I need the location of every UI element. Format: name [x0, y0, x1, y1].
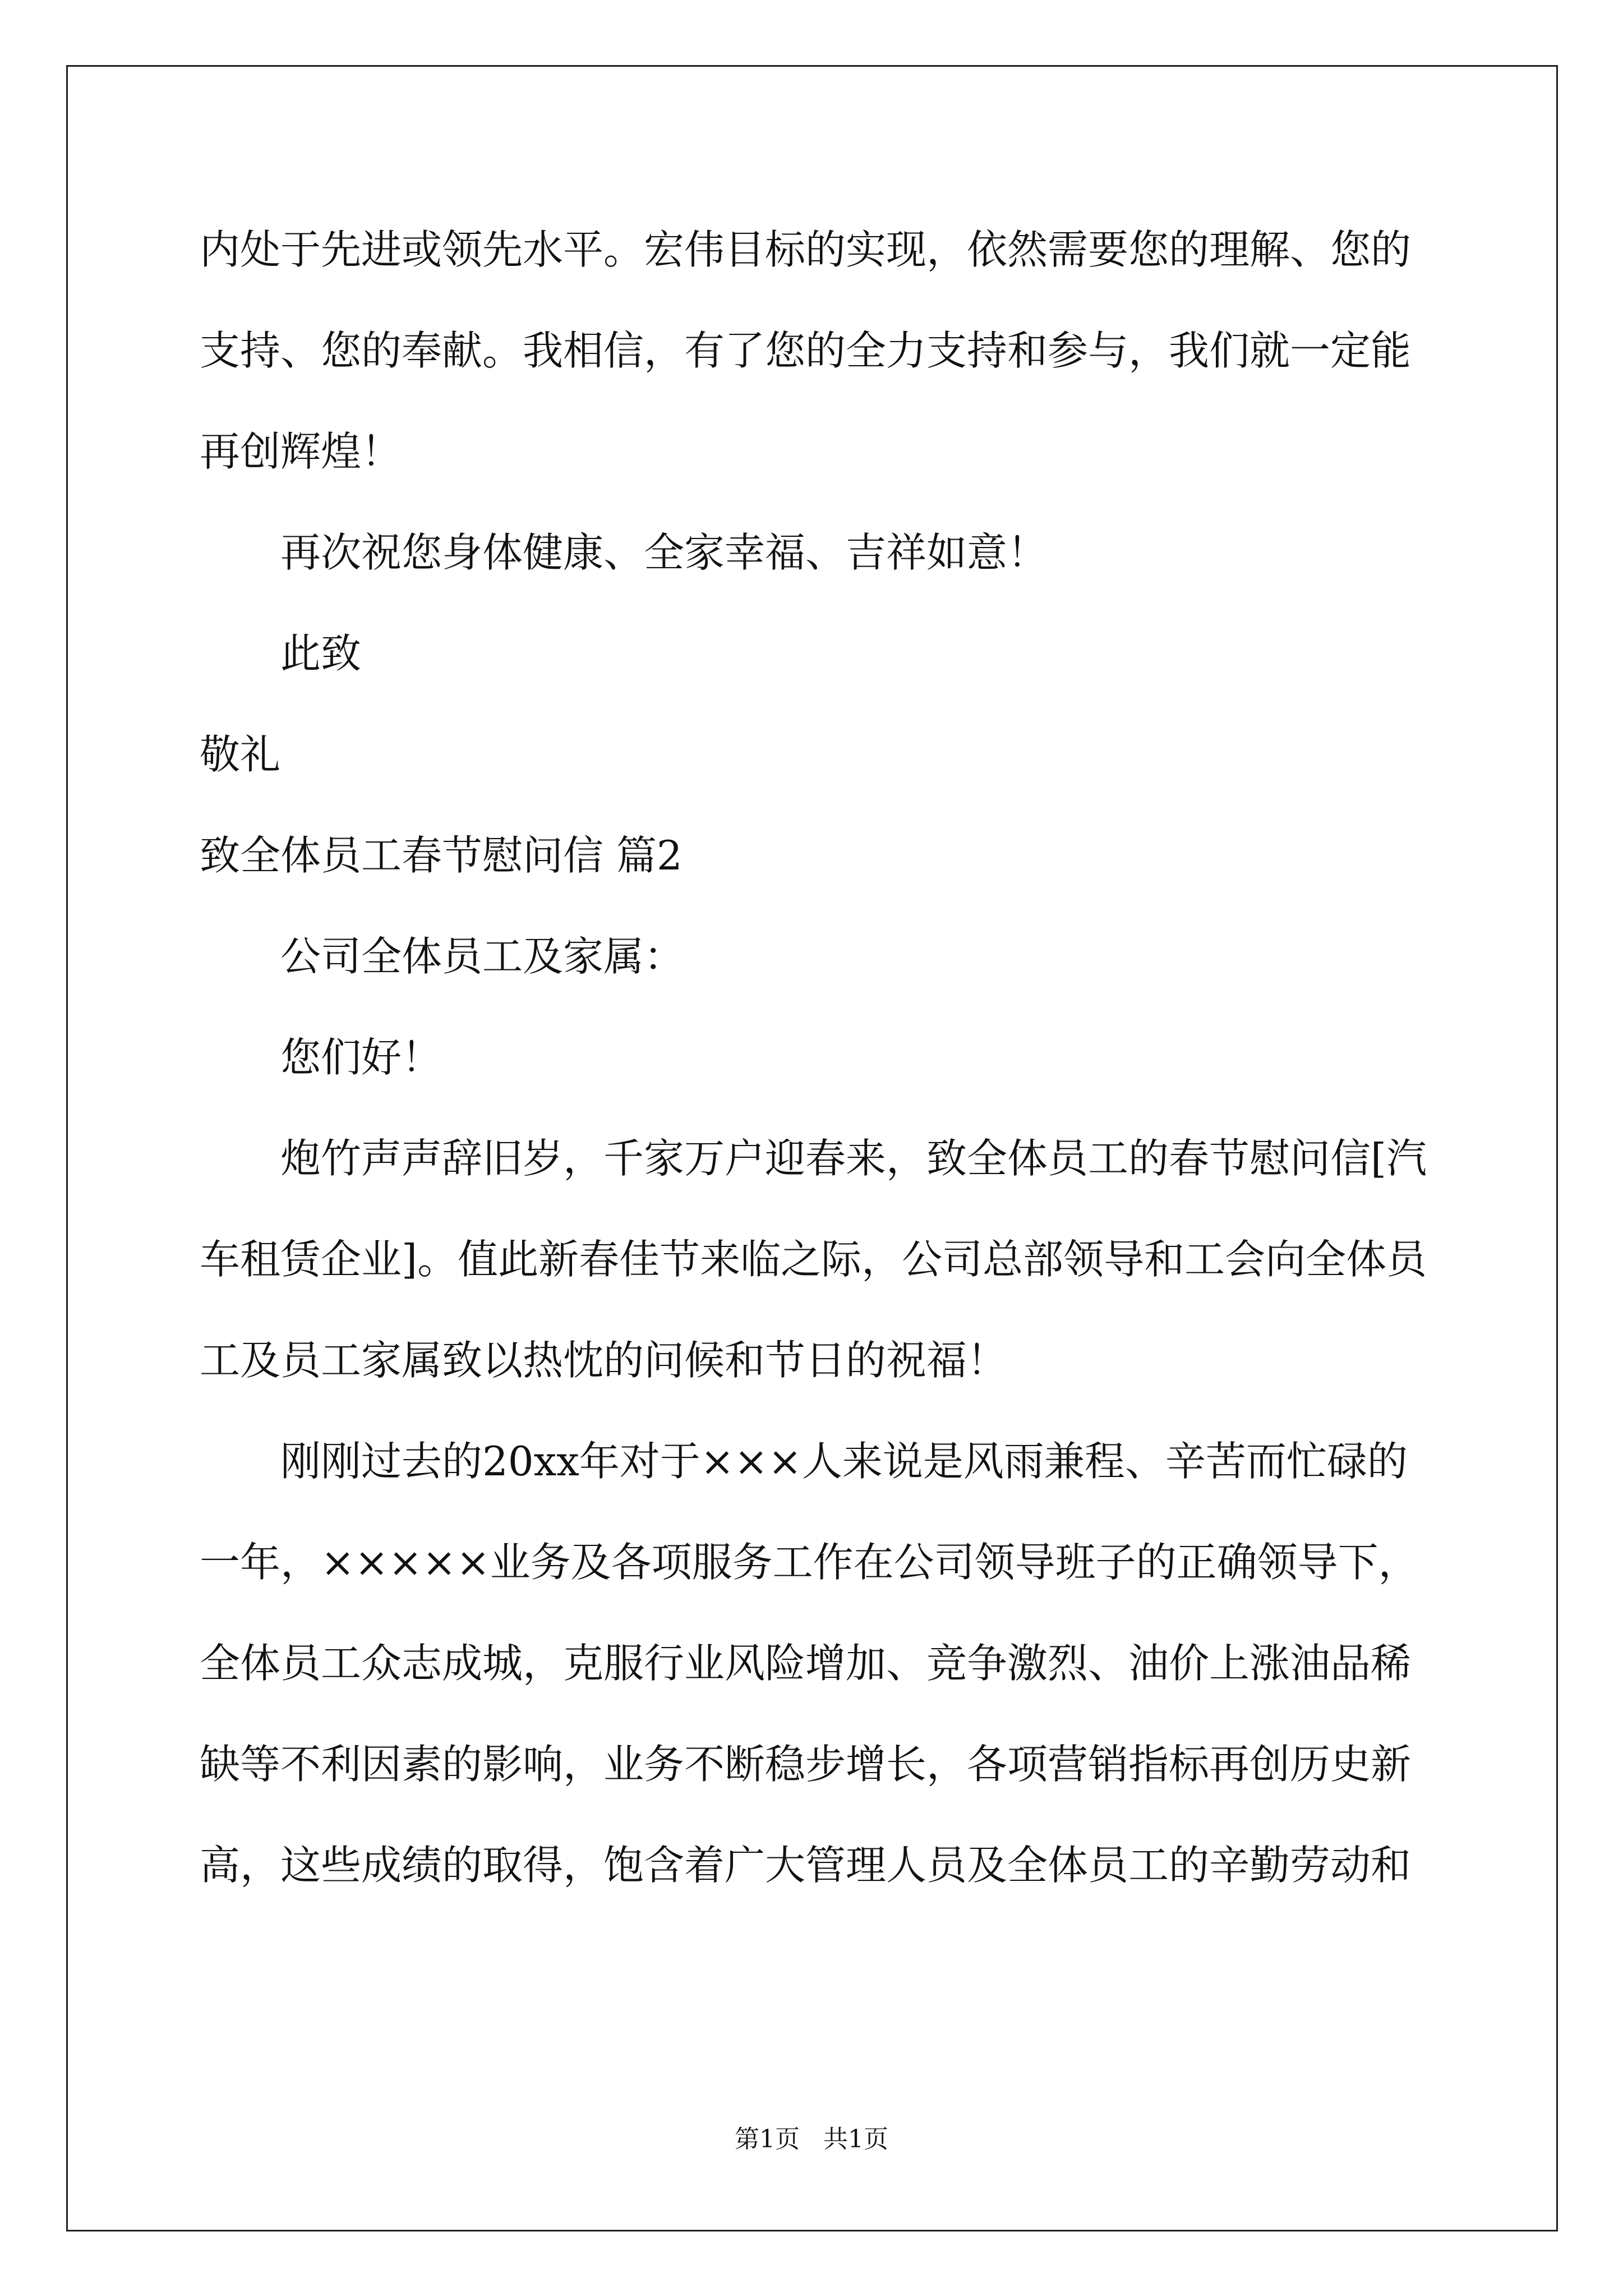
- body-line-13: 刚刚过去的20xx年对于×××人来说是风雨兼程、辛苦而忙碌的: [280, 1438, 1408, 1485]
- page-number-footer: 第1页 共1页: [735, 2125, 888, 2154]
- body-line-17: 高，这些成绩的取得，饱含着广大管理人员及全体员工的辛勤劳动和: [200, 1842, 1412, 1889]
- body-line-2: 支持、您的奉献。我相信，有了您的全力支持和参与，我们就一定能: [200, 327, 1412, 374]
- body-line-12: 工及员工家属致以热忱的问候和节日的祝福！: [200, 1337, 1008, 1384]
- salutation-line: 敬礼: [200, 731, 281, 778]
- body-line-16: 缺等不利因素的影响，业务不断稳步增长，各项营销指标再创历史新: [200, 1741, 1412, 1788]
- body-line-14: 一年，×××××业务及各项服务工作在公司领导班子的正确领导下，: [200, 1539, 1419, 1586]
- body-line-15: 全体员工众志成城，克服行业风险增加、竞争激烈、油价上涨油品稀: [200, 1640, 1412, 1687]
- greeting-line: 您们好！: [280, 1034, 442, 1081]
- body-line-1: 内处于先进或领先水平。宏伟目标的实现，依然需要您的理解、您的: [200, 226, 1412, 273]
- wishes-line: 再次祝您身体健康、全家幸福、吉祥如意！: [280, 529, 1048, 576]
- body-line-10: 炮竹声声辞旧岁，千家万户迎春来，致全体员工的春节慰问信[汽: [280, 1135, 1427, 1182]
- closing-line: 此致: [280, 630, 362, 677]
- addressee-line: 公司全体员工及家属：: [280, 933, 685, 980]
- body-line-3: 再创辉煌！: [200, 428, 402, 475]
- section-title: 致全体员工春节慰问信 篇2: [200, 832, 683, 879]
- body-line-11: 车租赁企业]。值此新春佳节来临之际，公司总部领导和工会向全体员: [200, 1236, 1427, 1283]
